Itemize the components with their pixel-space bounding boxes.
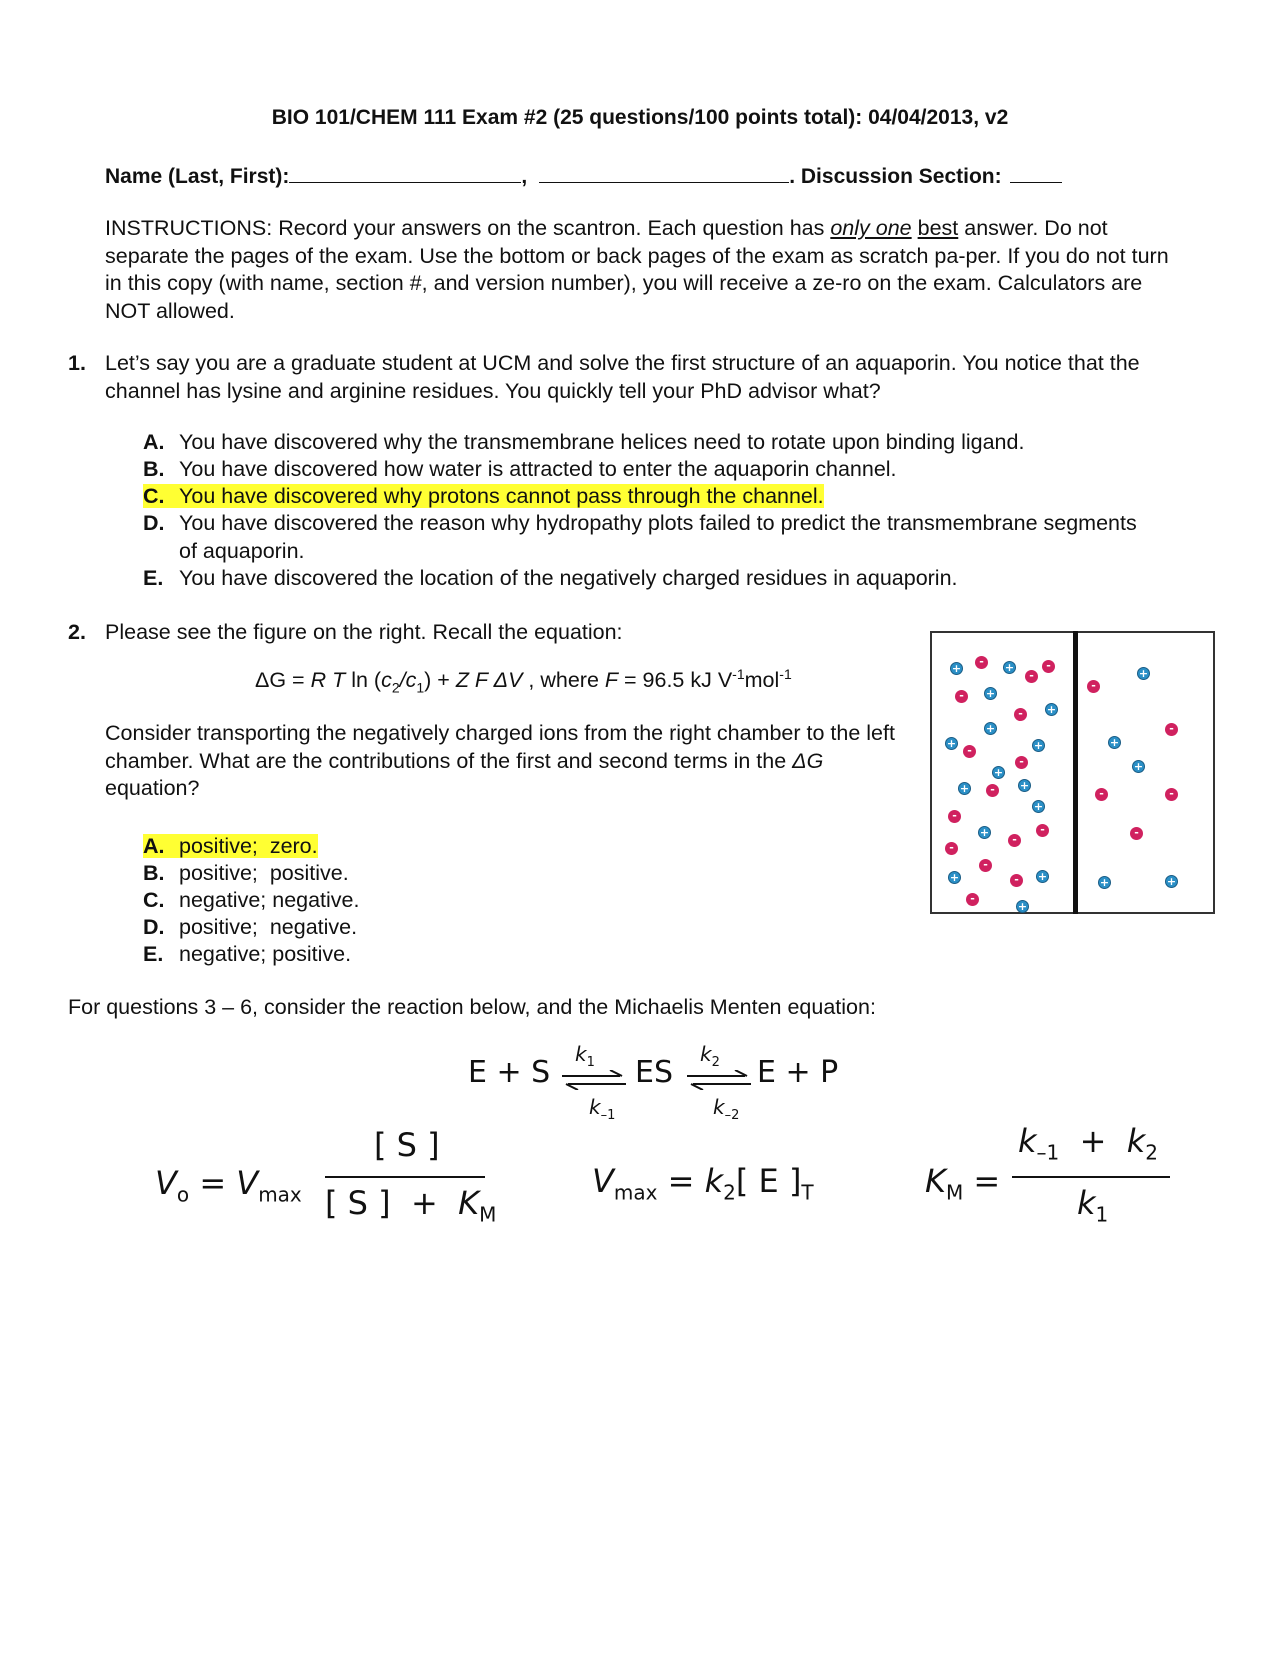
option-letter: D. (143, 915, 165, 939)
eq-part: -1 (779, 666, 792, 682)
question-number: 1. (68, 351, 86, 375)
body-text: equation? (105, 776, 200, 800)
vmax-equation (592, 1162, 814, 1204)
eq-part: = 96.5 kJ V (618, 668, 733, 693)
membrane-divider (1073, 631, 1078, 914)
option-letter: B. (143, 861, 165, 885)
q1-option-c[interactable] (143, 483, 1153, 511)
sub: 1 (1095, 1202, 1109, 1227)
sub: max (258, 1182, 302, 1207)
negative-ion-icon: - (945, 842, 958, 855)
option-text: positive; zero. (179, 834, 318, 858)
positive-ion-icon: + (946, 737, 957, 750)
option-letter: A. (143, 430, 165, 454)
sym: + (1059, 1122, 1127, 1160)
k: k (589, 1095, 601, 1119)
positive-ion-icon: + (993, 766, 1004, 779)
negative-ion-icon: - (955, 690, 968, 703)
sub: 2 (1145, 1140, 1159, 1165)
v0-denominator (325, 1184, 496, 1226)
positive-ion-icon: + (985, 687, 996, 700)
sym: k (704, 1162, 724, 1200)
option-text: You have discovered why the transmembrane helices need to rotate upon binding ligand. (179, 430, 1025, 454)
question-2-intro: Please see the figure on the right. Recall the equation: (105, 620, 623, 644)
sym: = (657, 1162, 705, 1200)
sym: k (1018, 1122, 1037, 1160)
sub: max (613, 1180, 658, 1205)
negative-ion-icon: - (979, 859, 992, 872)
positive-ion-icon: + (1133, 760, 1144, 773)
q2-option-e[interactable] (143, 941, 1153, 969)
positive-ion-icon: + (949, 871, 960, 884)
discussion-label: . Discussion Section: (789, 165, 1002, 188)
negative-ion-icon: - (1087, 680, 1100, 693)
eq-part: c (381, 668, 392, 693)
negative-ion-icon: - (963, 745, 976, 758)
only-one-emphasis: only one (830, 216, 912, 240)
sub: –2 (724, 1108, 740, 1123)
negative-ion-icon: - (1010, 874, 1023, 887)
eq-part: ) + (424, 668, 456, 693)
positive-ion-icon: + (1037, 870, 1048, 883)
eq-part: ΔG = (255, 668, 311, 693)
first-name-blank[interactable] (539, 162, 789, 183)
negative-ion-icon: - (1025, 670, 1038, 683)
negative-ion-icon: - (1014, 708, 1027, 721)
last-name-blank[interactable] (289, 162, 521, 183)
equilibrium-arrow-2 (685, 1070, 755, 1090)
k: k (713, 1095, 725, 1119)
positive-ion-icon: + (1099, 876, 1110, 889)
option-letter: B. (143, 457, 165, 481)
sym: k (1077, 1184, 1096, 1222)
sym: K (925, 1162, 946, 1200)
rate-k1 (575, 1042, 595, 1070)
eq-part: mol (744, 668, 780, 693)
option-text: You have discovered why protons cannot pass through the channel. (179, 484, 824, 508)
positive-ion-icon: + (959, 782, 970, 795)
q1-option-b[interactable] (143, 456, 1153, 484)
sub: T (801, 1180, 814, 1205)
sub: –1 (1036, 1140, 1060, 1165)
positive-ion-icon: + (1004, 661, 1015, 674)
negative-ion-icon: - (1130, 827, 1143, 840)
eq-part: ΔV (487, 668, 523, 693)
positive-ion-icon: + (985, 722, 996, 735)
negative-ion-icon: - (1008, 834, 1021, 847)
sub: M (479, 1202, 497, 1227)
option-text: You have discovered how water is attracted to enter the aquaporin channel. (179, 457, 897, 481)
km-fraction-bar (1012, 1176, 1170, 1178)
negative-ion-icon: - (1042, 660, 1055, 673)
option-letter: D. (143, 511, 165, 535)
eq-part: -1 (732, 666, 745, 682)
eq-part: c (405, 668, 417, 693)
discussion-section-blank[interactable] (1010, 162, 1062, 183)
positive-ion-icon: + (1017, 900, 1028, 913)
negative-ion-icon: - (1095, 788, 1108, 801)
negative-ion-icon: - (1015, 756, 1028, 769)
option-letter: C. (143, 888, 165, 912)
sym: = (189, 1164, 237, 1202)
instructions (105, 215, 1185, 325)
k: k (700, 1042, 712, 1066)
option-text: You have discovered the reason why hydropathy plots failed to predict the transmembrane segments of aquaporin. (179, 511, 1137, 563)
sub: M (945, 1180, 964, 1205)
km-denominator (1077, 1184, 1108, 1226)
sym: K (458, 1184, 480, 1222)
eq-part: F (604, 668, 619, 693)
positive-ion-icon: + (1033, 800, 1044, 813)
eq-part: ln ( (345, 668, 382, 693)
negative-ion-icon: - (986, 784, 999, 797)
positive-ion-icon: + (1138, 667, 1149, 680)
rate-k-minus-2 (713, 1095, 739, 1123)
positive-ion-icon: + (1033, 739, 1044, 752)
reaction-right: E + P (757, 1055, 839, 1090)
equilibrium-arrow-1 (560, 1070, 630, 1090)
free-energy-equation (255, 666, 792, 695)
exam-title: BIO 101/CHEM 111 Exam #2 (25 questions/100 points total): 04/04/2013, v2 (271, 106, 1009, 129)
option-letter: A. (143, 834, 165, 858)
sym: V (236, 1164, 259, 1202)
comma: , (521, 165, 528, 188)
negative-ion-icon: - (1165, 788, 1178, 801)
positive-ion-icon: + (1046, 703, 1057, 716)
negative-ion-icon: - (1036, 824, 1049, 837)
option-text: positive; positive. (179, 861, 349, 885)
rate-k-minus-1 (589, 1095, 615, 1123)
sym: = (963, 1162, 1011, 1200)
option-text: positive; negative. (179, 915, 358, 939)
q1-option-a[interactable] (143, 429, 1153, 457)
positive-ion-icon: + (979, 826, 990, 839)
positive-ion-icon: + (1109, 736, 1120, 749)
sub: 2 (723, 1180, 736, 1205)
q1-option-e[interactable] (143, 565, 1153, 593)
negative-ion-icon: - (948, 810, 961, 823)
sub: 2 (711, 1055, 720, 1070)
q1-option-d[interactable] (143, 510, 1153, 565)
option-text: You have discovered the location of the negatively charged residues in aquaporin. (179, 566, 958, 590)
positive-ion-icon: + (1019, 779, 1030, 792)
eq-part: T (326, 668, 346, 693)
negative-ion-icon: - (975, 656, 988, 669)
reaction-complex: ES (635, 1055, 673, 1090)
positive-ion-icon: + (1166, 875, 1177, 888)
best-emphasis: best (917, 216, 959, 240)
eq-part: 1 (416, 679, 425, 696)
sym: [ E ] (735, 1162, 802, 1200)
option-text: negative; positive. (179, 942, 352, 966)
rate-k2 (700, 1042, 720, 1070)
reaction-left: E + S (468, 1055, 551, 1090)
sym: [ S ] + (325, 1184, 459, 1222)
question-number: 2. (68, 620, 86, 644)
body-text: Consider transporting the negatively charged ions from the right chamber to the left chamber. What are the contributions of the first and second terms in the (105, 721, 895, 773)
option-letter: E. (143, 566, 164, 590)
positive-ion-icon: + (951, 662, 962, 675)
eq-part: , where (522, 668, 605, 693)
name-label: Name (Last, First): (105, 165, 290, 188)
question-1-text: Let’s say you are a graduate student at UCM and solve the first structure of an aquaporin. You notice that the channel has lysine and arginine residues. You quickly tell your PhD advisor what? (105, 351, 1140, 403)
instructions-text-1: INSTRUCTIONS: Record your answers on the scantron. Each question has (105, 216, 831, 240)
sym: V (155, 1164, 177, 1202)
option-letter: C. (143, 484, 165, 508)
km-lhs (925, 1162, 1010, 1204)
v0-numerator: [ S ] (374, 1126, 440, 1164)
eq-part: / (399, 668, 406, 693)
mm-intro: For questions 3 – 6, consider the reaction below, and the Michaelis Menten equation: (68, 995, 876, 1019)
negative-ion-icon: - (966, 893, 979, 906)
sub: o (176, 1182, 190, 1207)
sym: k (1126, 1122, 1146, 1160)
negative-ion-icon: - (1165, 723, 1178, 736)
eq-part: 2 (391, 679, 400, 696)
q2-option-d[interactable] (143, 914, 1153, 942)
sub: –1 (600, 1108, 616, 1123)
option-text: negative; negative. (179, 888, 360, 912)
instructions-text-2: answer. Do not separate the pages of the exam. Use the bottom or back pages of the exam as scratch pa-per. If you do not turn in this copy (with name, section #, and version number), you will receive a ze-ro on the exam. Calculators are NOT allowed. (105, 216, 1169, 323)
eq-part: Z F (455, 668, 488, 693)
eq-part: R (310, 668, 327, 693)
k: k (575, 1042, 587, 1066)
body-text: ΔG (792, 748, 824, 773)
km-numerator (1018, 1122, 1158, 1164)
name-line (105, 162, 1062, 189)
sym: V (592, 1162, 614, 1200)
option-letter: E. (143, 942, 164, 966)
v0-lhs (155, 1164, 302, 1206)
question-2-body (105, 720, 915, 803)
v0-fraction-bar (325, 1176, 485, 1178)
sub: 1 (586, 1055, 595, 1070)
